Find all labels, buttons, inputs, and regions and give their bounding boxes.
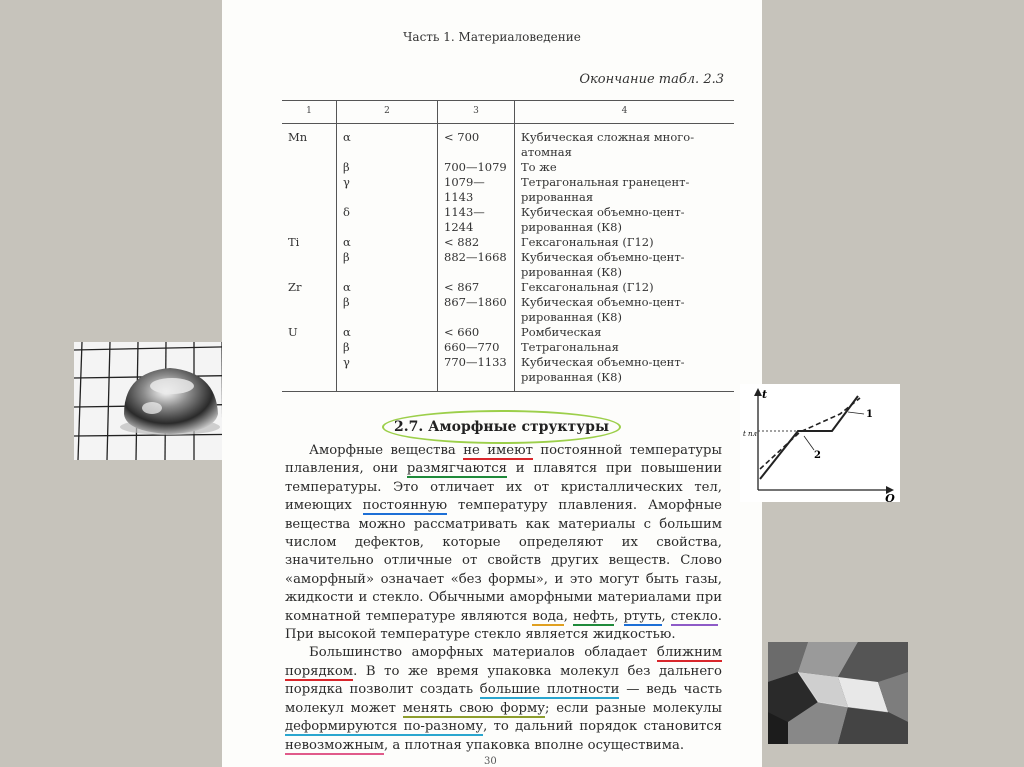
table-cell-range: 1143—1244 xyxy=(438,205,515,235)
table-cell-structure: То же xyxy=(515,160,735,175)
table-cell-structure: Гексагональная (Г12) xyxy=(515,280,735,295)
table-cell-phase: γ xyxy=(337,175,438,205)
underline-red: ближним порядком xyxy=(285,645,722,679)
table-cell-phase: α xyxy=(337,124,438,161)
table-cell-metal: Zr xyxy=(288,280,302,294)
text: постоянной температуры плавления, они xyxy=(285,443,722,477)
curve-1-label: 1 xyxy=(866,409,873,420)
text: , то дальний порядок становится xyxy=(483,719,722,735)
table-cell-structure: Кубическая объемно-цент-рированная (К8) xyxy=(515,250,735,280)
table-cell-phase: α xyxy=(337,325,438,340)
table-cell-range: 770—1133 xyxy=(438,355,515,392)
text: , xyxy=(563,608,573,624)
table-cell-metal xyxy=(282,340,337,355)
section-title: 2.7. Аморфные структуры xyxy=(382,410,621,444)
table-cell-structure: Кубическая объемно-цент-рированная (К8) xyxy=(515,205,735,235)
amorphous-solid-photo xyxy=(768,642,908,744)
text: . При высокой температуре стекло является жидкостью. xyxy=(285,608,722,643)
table-cell-range: 660—770 xyxy=(438,340,515,355)
paragraph-2 xyxy=(285,644,722,754)
table-cell-phase: α xyxy=(337,235,438,250)
underline-orange: вода xyxy=(532,608,564,624)
underline-cyan: деформируются по-разному xyxy=(285,719,484,735)
underline-blue: постоянную xyxy=(362,498,448,514)
text: и плавятся при повышении температуры. Это отличает их от кристаллических тел, имеющих xyxy=(285,461,722,514)
page-number: 30 xyxy=(484,756,497,767)
y-axis-label: t xyxy=(762,388,768,401)
table-cell-structure: Тетрагональная xyxy=(515,340,735,355)
table-cell-phase: β xyxy=(337,340,438,355)
underline-purple: стекло xyxy=(670,608,718,624)
table-row xyxy=(282,160,734,175)
text: , а плотная упаковка вполне осуществима. xyxy=(384,737,685,753)
table-cell-metal: Ti xyxy=(288,235,300,249)
melting-point-label: t пл xyxy=(743,430,758,438)
table-cell-structure: Гексагональная (Г12) xyxy=(515,235,735,250)
text: ; если разные молекулы xyxy=(544,700,722,716)
table-row xyxy=(282,340,734,355)
table-cell-phase: γ xyxy=(337,355,438,392)
text: . В то же время упаковка молекул без дальнего порядка позволит создать xyxy=(285,663,722,698)
table-cell-metal: U xyxy=(288,325,298,339)
curve-1 xyxy=(760,396,858,479)
table-row xyxy=(282,250,734,280)
table-cell-range: < 882 xyxy=(438,235,515,250)
table-cell-metal xyxy=(282,205,337,235)
underline-green: размягчаются xyxy=(406,461,507,477)
table-cell-phase: β xyxy=(337,160,438,175)
table-cell-structure: Кубическая объемно-цент-рированная (К8) xyxy=(515,355,735,392)
table-cell-range: 1079—1143 xyxy=(438,175,515,205)
underline-red: не имеют xyxy=(463,443,533,458)
column-header: 2 xyxy=(337,101,438,124)
text: Аморфные вещества xyxy=(309,443,464,458)
column-header: 1 xyxy=(282,101,337,124)
table-cell-range: < 660 xyxy=(438,325,515,340)
table-row xyxy=(282,205,734,235)
curve-2-label: 2 xyxy=(814,450,821,461)
table-row xyxy=(282,280,734,295)
table-cell-phase: δ xyxy=(337,205,438,235)
paragraph-1 xyxy=(285,442,722,644)
table-cell-phase: α xyxy=(337,280,438,295)
text: температуру плавления. Аморфные вещества можно рассматривать как материалы с большим числом дефектов, которые определяют их свойства, значительно отличные от свойств других веществ. Слово «аморфный» означает «без формы», и это могут быть газы, жидкости и стекло. Обычными аморфными материалами при комнатной температуре являются xyxy=(285,498,722,624)
table-cell-structure: Тетрагональная гранецент-рированная xyxy=(515,175,735,205)
table-cell-range: 882—1668 xyxy=(438,250,515,280)
book-page xyxy=(222,0,762,767)
table-cell-range: 700—1079 xyxy=(438,160,515,175)
table-cell-range: < 867 xyxy=(438,280,515,295)
table-row xyxy=(282,325,734,340)
table-cell-metal xyxy=(282,295,337,325)
x-axis-label: Q xyxy=(885,492,895,502)
table-row xyxy=(282,355,734,392)
table-cell-range: < 700 xyxy=(438,124,515,161)
text: , xyxy=(614,608,624,624)
curve-2 xyxy=(760,398,860,469)
table-cell-range: 867—1860 xyxy=(438,295,515,325)
underline-green: нефть xyxy=(572,608,615,624)
table-row xyxy=(282,295,734,325)
table-cell-structure: Ромбическая xyxy=(515,325,735,340)
table-cell-structure: Кубическая объемно-цент-рированная (К8) xyxy=(515,295,735,325)
table-cell-phase: β xyxy=(337,295,438,325)
table-cell-metal xyxy=(282,250,337,280)
text: , xyxy=(661,608,671,624)
underline-cyan: большие плотности xyxy=(479,682,620,698)
column-header: 4 xyxy=(515,101,735,124)
table-cell-structure: Кубическая сложная много-атомная xyxy=(515,124,735,161)
text: Большинство аморфных материалов обладает xyxy=(309,645,657,661)
underline-blue: ртуть xyxy=(623,608,662,624)
table-cell-phase: β xyxy=(337,250,438,280)
table-row xyxy=(282,175,734,205)
crystal-structure-table xyxy=(282,100,734,392)
table-caption: Окончание табл. 2.3 xyxy=(579,72,724,87)
body-text xyxy=(285,442,722,755)
melting-graph xyxy=(740,384,900,502)
underline-olive: менять свою форму xyxy=(402,700,545,716)
table-row xyxy=(282,124,734,161)
column-header: 3 xyxy=(438,101,515,124)
table-cell-metal: Mn xyxy=(288,130,308,144)
table-cell-metal xyxy=(282,175,337,205)
text: — ведь часть молекул может xyxy=(285,682,722,716)
table-row xyxy=(282,235,734,250)
page-header: Часть 1. Материаловедение xyxy=(403,30,581,44)
underline-pink: невозможным xyxy=(285,737,385,753)
table-cell-metal xyxy=(282,160,337,175)
table-cell-metal xyxy=(282,355,337,392)
